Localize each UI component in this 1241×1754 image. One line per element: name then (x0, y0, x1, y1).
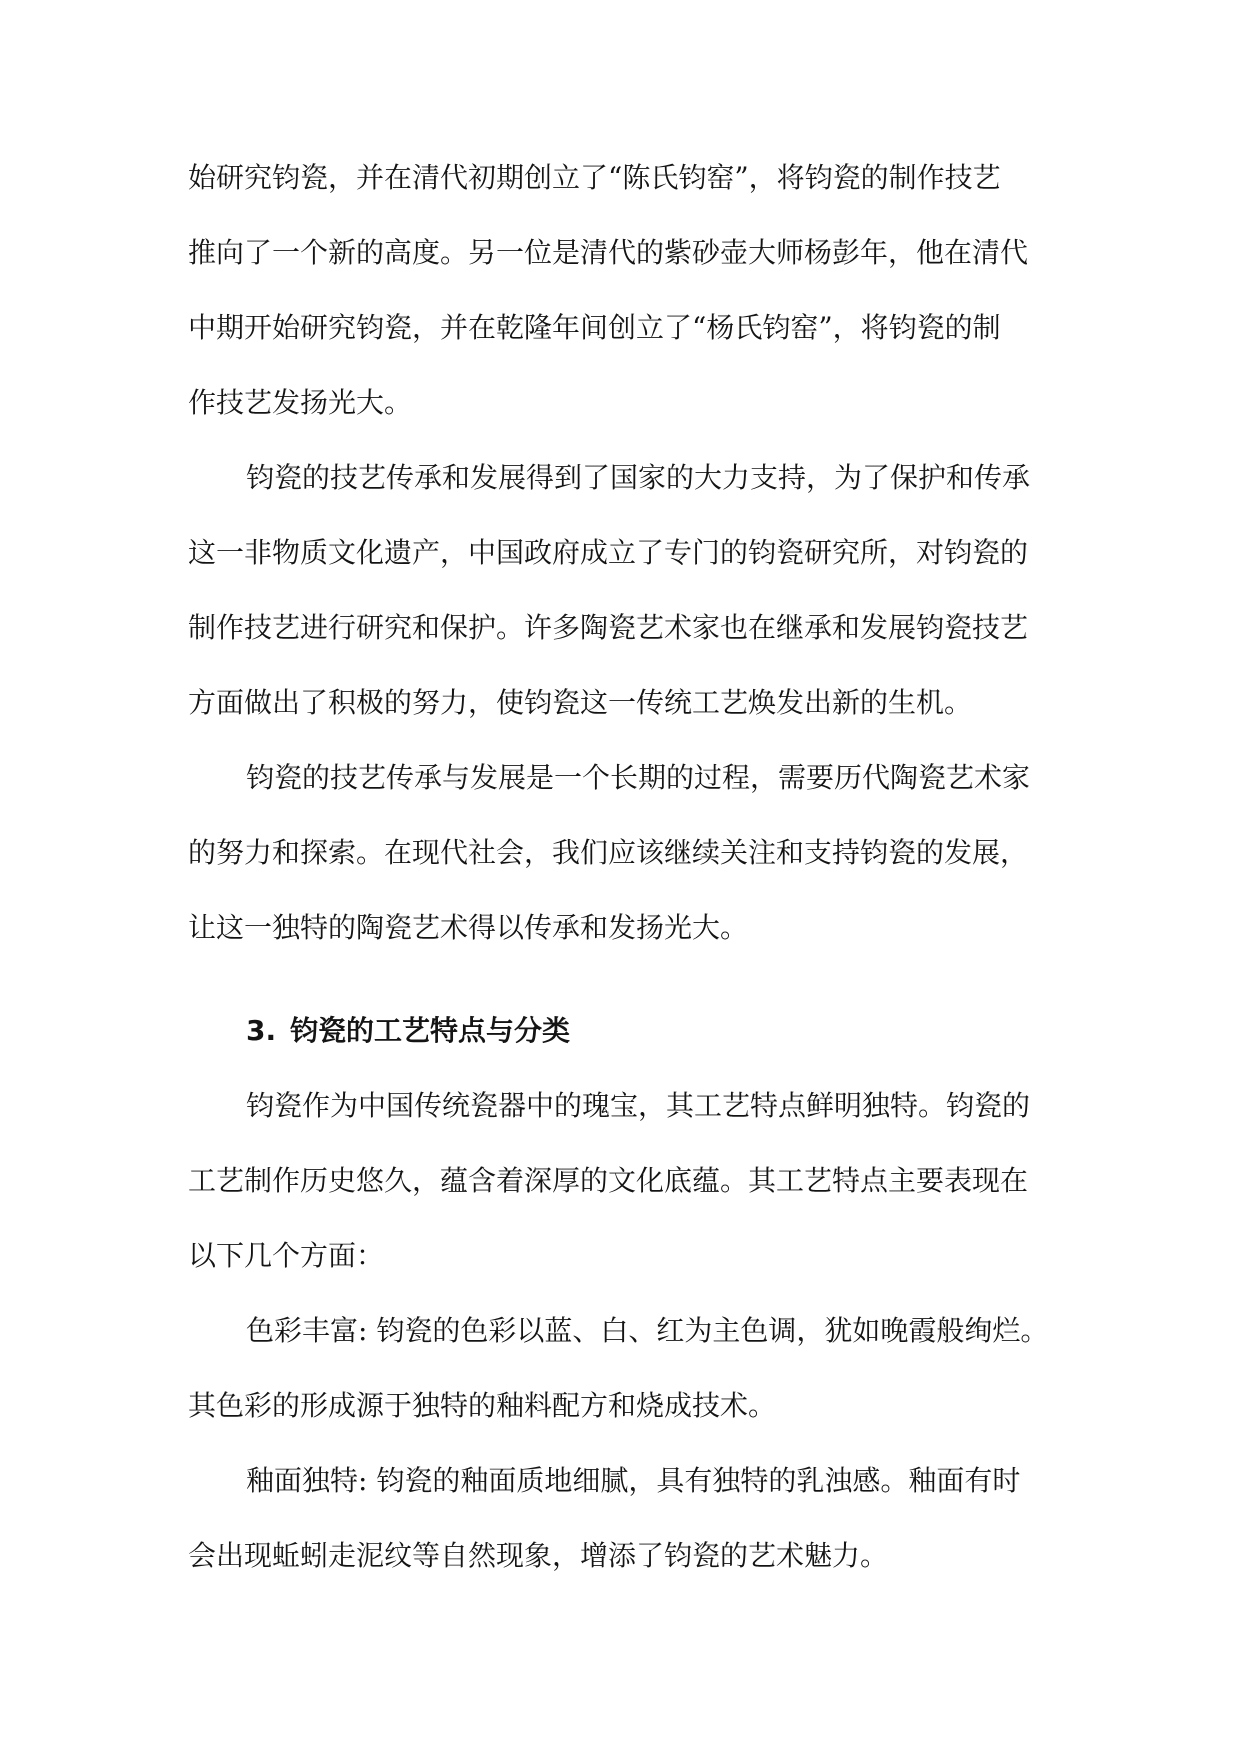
section-number: 3. (246, 1014, 277, 1047)
text-line: 中期开始研究钧瓷，并在乾隆年间创立了“杨氏钧窑”，将钧瓷的制 (188, 311, 1001, 344)
text-line: 其色彩的形成源于独特的釉料配方和烧成技术。 (188, 1389, 777, 1422)
section-heading (188, 993, 1048, 1068)
text-line: 会出现蚯蚓走泥纹等自然现象，增添了钧瓷的艺术魅力。 (188, 1539, 889, 1572)
document-body (188, 140, 1048, 1593)
text-line: 以下几个方面： (188, 1239, 385, 1272)
text-line: 工艺制作历史悠久，蕴含着深厚的文化底蕴。其工艺特点主要表现在 (188, 1164, 1029, 1197)
paragraph-craft-intro (188, 1068, 1048, 1293)
text-line: 这一非物质文化遗产，中国政府成立了专门的钧瓷研究所，对钧瓷的 (188, 536, 1029, 569)
text-line: 钧瓷作为中国传统瓷器中的瑰宝，其工艺特点鲜明独特。钧瓷的 (246, 1089, 1031, 1122)
text-line: 色彩丰富: 钧瓷的色彩以蓝、白、红为主色调，犹如晚霞般绚烂。 (246, 1314, 1049, 1347)
paragraph-state-support (188, 440, 1048, 740)
paragraph-chen-yang-kilns (188, 140, 1048, 440)
section-spacer (188, 965, 1048, 993)
text-line: 制作技艺进行研究和保护。许多陶瓷艺术家也在继承和发展钧瓷技艺 (188, 611, 1029, 644)
paragraph-unique-glaze (188, 1443, 1048, 1593)
text-line: 始研究钧瓷，并在清代初期创立了“陈氏钧窑”，将钧瓷的制作技艺 (188, 161, 1001, 194)
text-line: 釉面独特: 钧瓷的釉面质地细腻，具有独特的乳浊感。釉面有时 (246, 1464, 1021, 1497)
paragraph-long-term-process (188, 740, 1048, 965)
text-line: 的努力和探索。在现代社会，我们应该继续关注和支持钧瓷的发展， (188, 836, 1029, 869)
paragraph-rich-colors (188, 1293, 1048, 1443)
text-line: 钧瓷的技艺传承与发展是一个长期的过程，需要历代陶瓷艺术家 (246, 761, 1031, 794)
text-line: 推向了一个新的高度。另一位是清代的紫砂壶大师杨彭年，他在清代 (188, 236, 1029, 269)
text-line: 作技艺发扬光大。 (188, 386, 413, 419)
section-title: 钧瓷的工艺特点与分类 (290, 1014, 571, 1047)
text-line: 让这一独特的陶瓷艺术得以传承和发扬光大。 (188, 911, 749, 944)
text-line: 钧瓷的技艺传承和发展得到了国家的大力支持，为了保护和传承 (246, 461, 1031, 494)
text-line: 方面做出了积极的努力，使钧瓷这一传统工艺焕发出新的生机。 (188, 686, 973, 719)
